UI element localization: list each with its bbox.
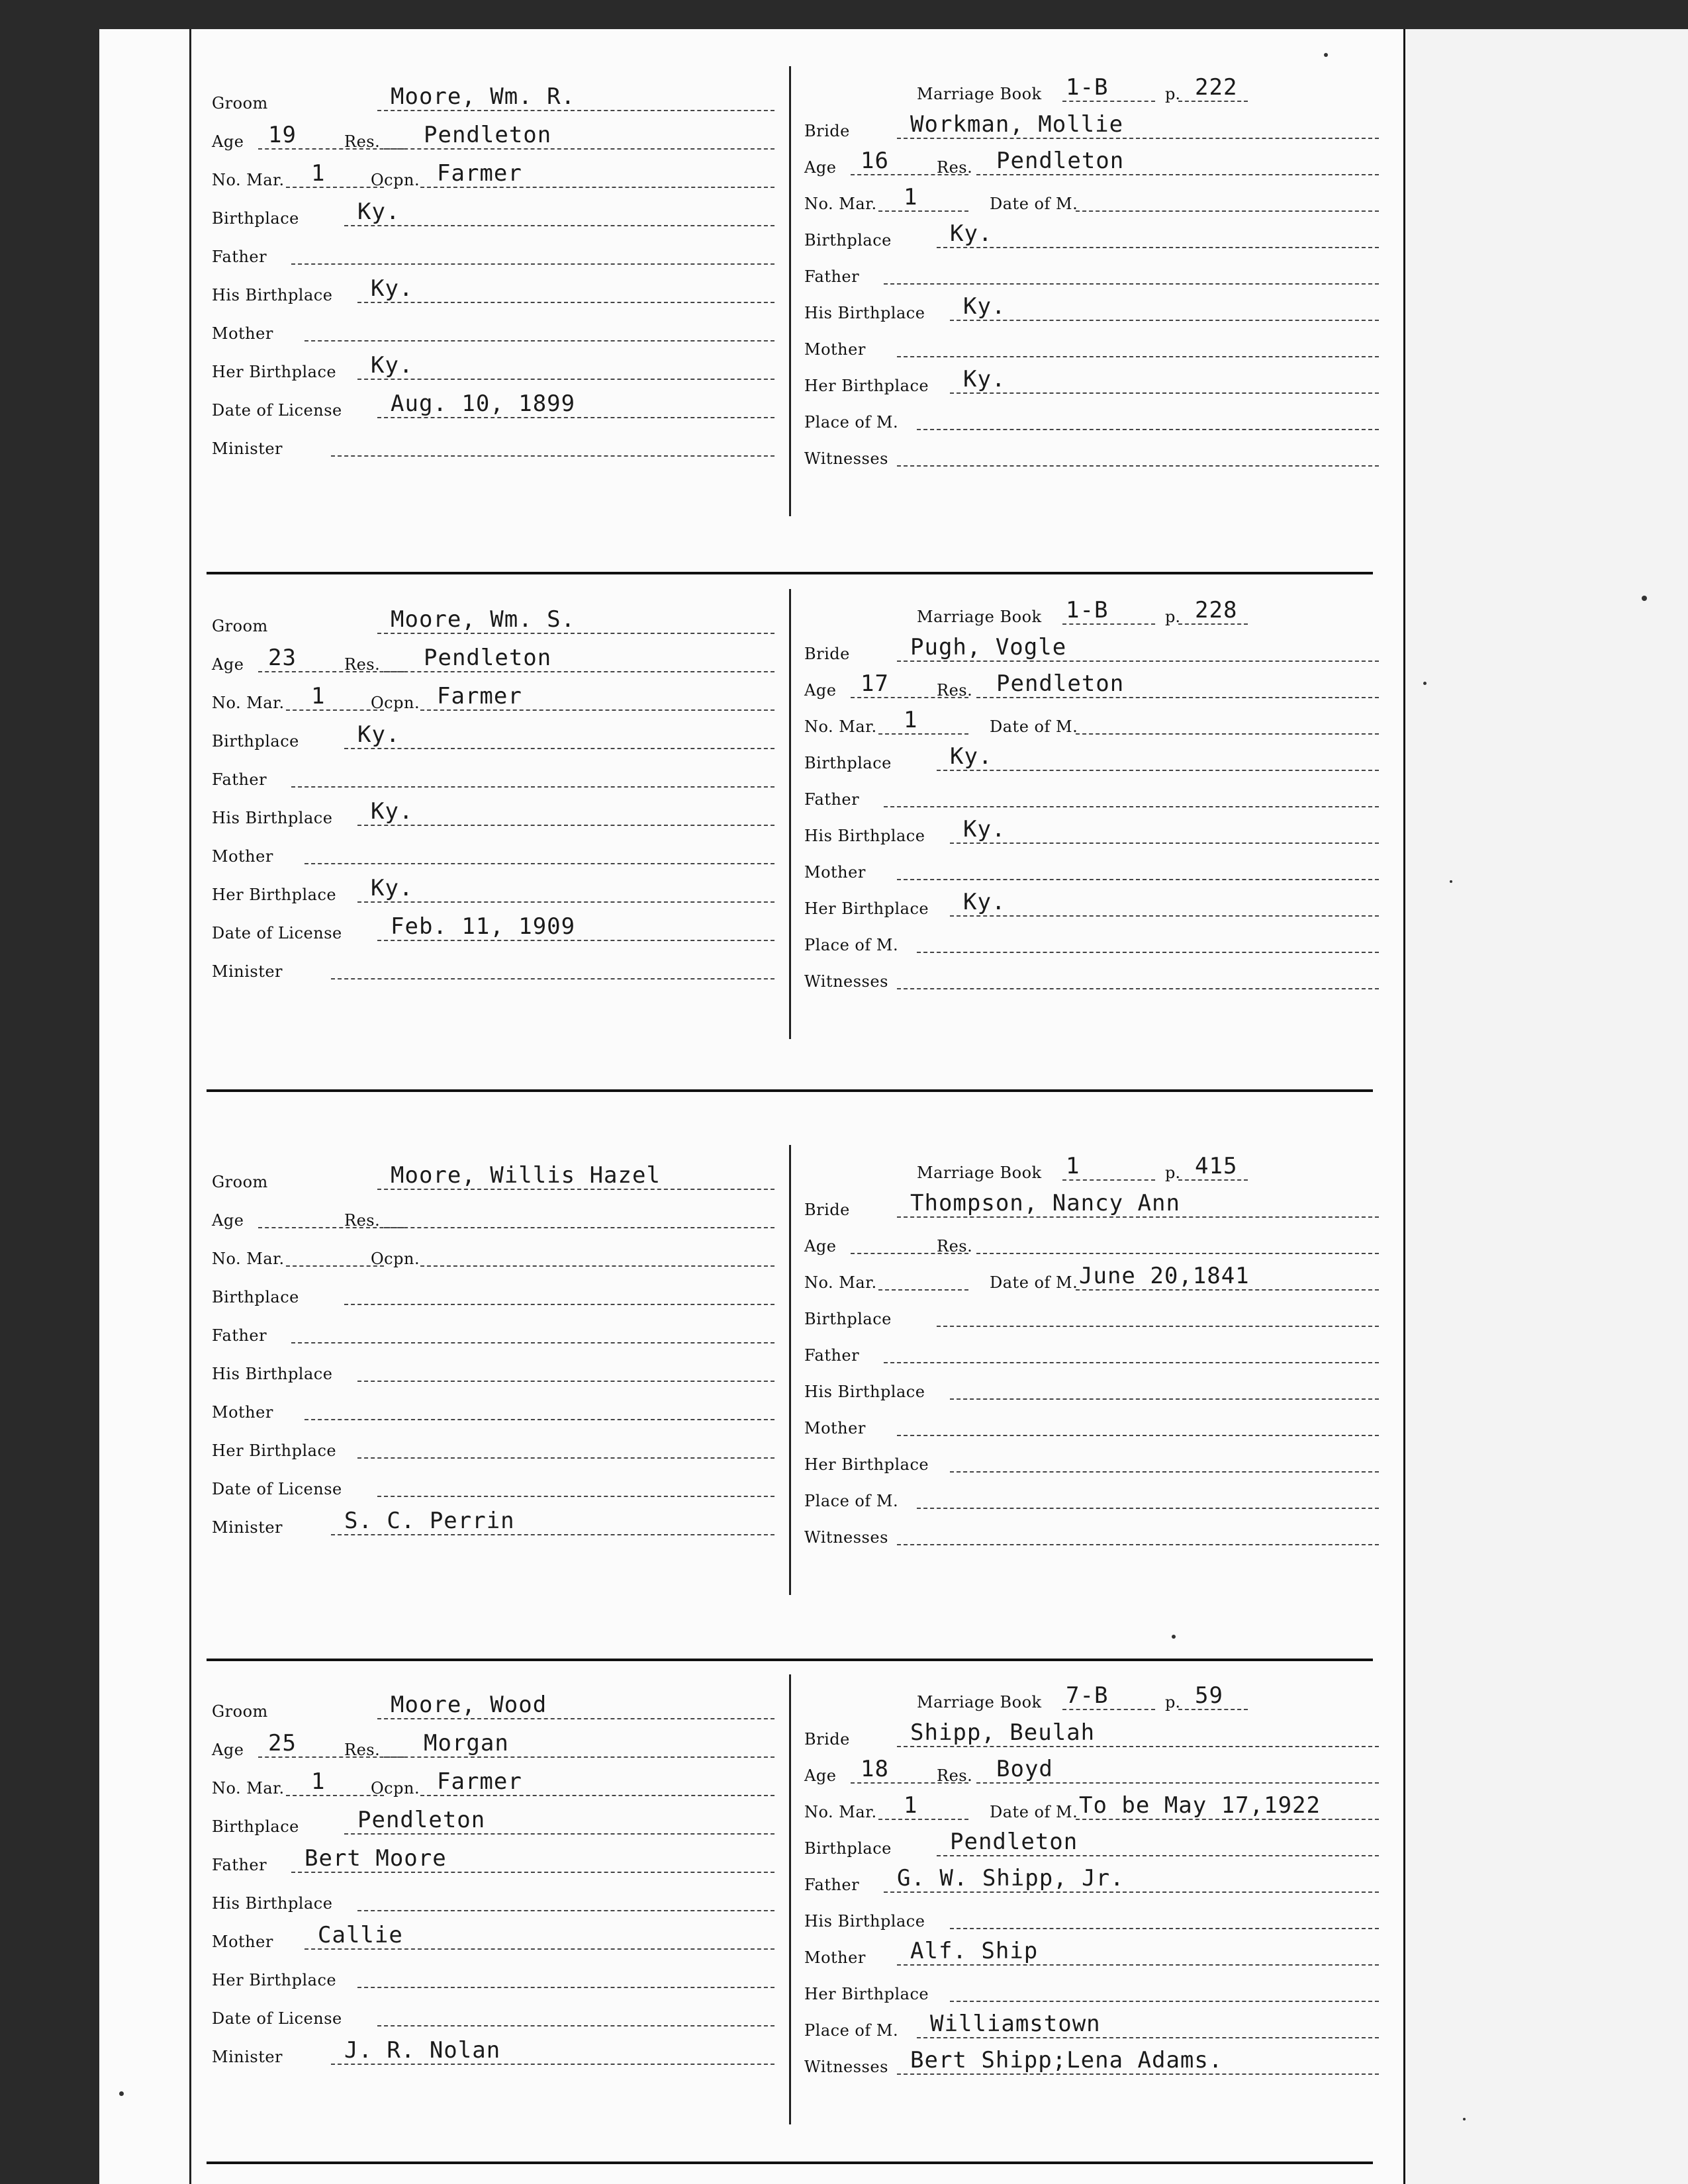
groom-minister-row — [212, 2037, 774, 2068]
bride-no-mar-value: 1 — [904, 1792, 918, 1819]
age-label: Age — [804, 158, 837, 177]
groom-minister-row — [212, 956, 774, 982]
minister-label: Minister — [212, 962, 283, 981]
bride-column — [789, 1145, 1385, 1595]
bride-place-of-m-row — [804, 2011, 1379, 2041]
bride-place-of-m-value: Williamstown — [930, 2011, 1101, 2037]
bride-age-row — [804, 148, 1379, 178]
marriage-book-value: 1 — [1066, 1153, 1080, 1179]
birthplace-label: Birthplace — [804, 1839, 892, 1858]
groom-ocpn-value: Farmer — [437, 683, 522, 709]
bride-place-of-m-row — [804, 406, 1379, 433]
marriage-book-page-value: 59 — [1195, 1682, 1223, 1709]
groom-age-value: 23 — [268, 645, 297, 671]
mother-label: Mother — [804, 1419, 866, 1437]
groom-father-row — [212, 1845, 774, 1876]
father-label: Father — [804, 1346, 860, 1365]
bride-witnesses-value: Bert Shipp;Lena Adams. — [910, 2047, 1223, 2073]
bride-her-birthplace-value: Ky. — [963, 366, 1006, 392]
minister-label: Minister — [212, 439, 283, 458]
groom-no-mar-row — [212, 683, 774, 713]
groom-father-row — [212, 241, 774, 267]
groom-name-row — [212, 1162, 774, 1193]
groom-column — [199, 589, 781, 1039]
groom-name-value: Moore, Willis Hazel — [391, 1162, 661, 1189]
marriage-book-label: Marriage Book — [917, 85, 1042, 103]
no-mar-label: No. Mar. — [212, 694, 285, 712]
mother-label: Mother — [804, 340, 866, 359]
bride-name-row — [804, 111, 1379, 142]
bride-birthplace-row — [804, 220, 1379, 251]
age-label: Age — [212, 655, 244, 674]
groom-age-row — [212, 645, 774, 675]
groom-her-birthplace-row — [212, 1435, 774, 1461]
groom-birthplace-row — [212, 721, 774, 752]
bride-age-value: 17 — [861, 670, 889, 697]
bride-no-mar-row — [804, 707, 1379, 737]
ocpn-label: Ocpn. — [371, 1779, 420, 1797]
page-label: p. — [1165, 608, 1180, 626]
res-label: Res. — [344, 655, 381, 674]
marriage-book-page-value: 228 — [1195, 597, 1238, 623]
bride-birthplace-value: Ky. — [950, 743, 993, 770]
scan-speck — [1450, 880, 1452, 883]
res-label: Res. — [937, 158, 973, 177]
bride-father-row — [804, 784, 1379, 810]
father-label: Father — [804, 1876, 860, 1894]
minister-label: Minister — [212, 1518, 283, 1537]
groom-no-mar-value: 1 — [311, 1768, 326, 1795]
her-birthplace-label: Her Birthplace — [804, 1455, 929, 1474]
bride-mother-row — [804, 856, 1379, 883]
groom-column — [199, 1145, 781, 1595]
groom-no-mar-value: 1 — [311, 683, 326, 709]
mother-label: Mother — [212, 324, 273, 343]
her-birthplace-label: Her Birthplace — [212, 1441, 337, 1460]
marriage-book-header — [917, 597, 1354, 627]
groom-age-value: 25 — [268, 1730, 297, 1756]
her-birthplace-label: Her Birthplace — [804, 377, 929, 395]
age-label: Age — [804, 681, 837, 700]
marriage-record-card — [199, 66, 1383, 543]
page-label: p. — [1165, 1693, 1180, 1711]
groom-mother-row — [212, 318, 774, 344]
groom-birthplace-row — [212, 199, 774, 229]
bride-his-birthplace-value: Ky. — [963, 816, 1006, 842]
bride-birthplace-value: Ky. — [950, 220, 993, 247]
bride-witnesses-row — [804, 1522, 1379, 1548]
bride-her-birthplace-row — [804, 366, 1379, 396]
bride-res-value: Boyd — [996, 1756, 1053, 1782]
bride-column — [789, 589, 1385, 1039]
his-birthplace-label: His Birthplace — [212, 1365, 333, 1383]
no-mar-label: No. Mar. — [212, 171, 285, 189]
her-birthplace-label: Her Birthplace — [804, 899, 929, 918]
groom-name-row — [212, 606, 774, 637]
bride-name-value: Shipp, Beulah — [910, 1719, 1096, 1746]
groom-his-birthplace-value: Ky. — [371, 798, 414, 825]
birthplace-label: Birthplace — [212, 1288, 299, 1306]
ocpn-label: Ocpn. — [371, 694, 420, 712]
bride-witnesses-row — [804, 2047, 1379, 2077]
scan-speck — [1172, 1635, 1176, 1639]
groom-res-value: Pendleton — [424, 645, 552, 671]
groom-ocpn-value: Farmer — [437, 1768, 522, 1795]
bride-res-value: Pendleton — [996, 670, 1125, 697]
groom-column — [199, 66, 781, 516]
bride-birthplace-row — [804, 1829, 1379, 1859]
mother-label: Mother — [212, 1933, 273, 1951]
marriage-record-card — [199, 1674, 1383, 2151]
bride-her-birthplace-row — [804, 1449, 1379, 1475]
bride-name-row — [804, 1190, 1379, 1220]
place-of-m-label: Place of M. — [804, 413, 899, 432]
page-label: p. — [1165, 85, 1180, 103]
scan-speck — [1324, 53, 1328, 57]
father-label: Father — [804, 790, 860, 809]
groom-minister-value: S. C. Perrin — [344, 1508, 515, 1534]
no-mar-label: No. Mar. — [804, 195, 877, 213]
his-birthplace-label: His Birthplace — [804, 1912, 925, 1931]
age-label: Age — [212, 1741, 244, 1759]
bride-mother-row — [804, 1938, 1379, 1968]
mother-label: Mother — [804, 863, 866, 882]
groom-date-of-license-row — [212, 1473, 774, 1500]
bride-name-row — [804, 634, 1379, 664]
bride-age-value: 16 — [861, 148, 889, 174]
divider-rule — [207, 1089, 1373, 1092]
bride-birthplace-value: Pendleton — [950, 1829, 1078, 1855]
marriage-record-card — [199, 1145, 1383, 1621]
bride-name-row — [804, 1719, 1379, 1750]
bride-her-birthplace-value: Ky. — [963, 889, 1006, 915]
bride-res-value: Pendleton — [996, 148, 1125, 174]
his-birthplace-label: His Birthplace — [212, 809, 333, 827]
groom-label: Groom — [212, 1173, 268, 1191]
her-birthplace-label: Her Birthplace — [212, 1971, 337, 1989]
groom-name-row — [212, 83, 774, 114]
bride-no-mar-value: 1 — [904, 707, 918, 733]
groom-mother-row — [212, 1922, 774, 1952]
bride-no-mar-value: 1 — [904, 184, 918, 210]
minister-label: Minister — [212, 2048, 283, 2066]
date-of-m-label: Date of M. — [990, 717, 1078, 736]
bride-his-birthplace-row — [804, 293, 1379, 324]
res-label: Res. — [344, 1211, 381, 1230]
place-of-m-label: Place of M. — [804, 1492, 899, 1510]
his-birthplace-label: His Birthplace — [212, 286, 333, 304]
bride-his-birthplace-row — [804, 1376, 1379, 1402]
groom-age-row — [212, 122, 774, 152]
bride-label: Bride — [804, 122, 850, 140]
witnesses-label: Witnesses — [804, 449, 888, 468]
ocpn-label: Ocpn. — [371, 171, 420, 189]
groom-label: Groom — [212, 94, 268, 113]
groom-age-row — [212, 1205, 774, 1231]
marriage-book-value: 7-B — [1066, 1682, 1109, 1709]
res-label: Res. — [937, 1766, 973, 1785]
her-birthplace-label: Her Birthplace — [804, 1985, 929, 2003]
groom-date-of-license-value: Feb. 11, 1909 — [391, 913, 576, 940]
bride-witnesses-row — [804, 443, 1379, 469]
father-label: Father — [212, 1326, 267, 1345]
marriage-record-card — [199, 589, 1383, 1066]
no-mar-label: No. Mar. — [804, 1803, 877, 1821]
res-label: Res. — [937, 681, 973, 700]
age-label: Age — [804, 1766, 837, 1785]
groom-res-value: Pendleton — [424, 122, 552, 148]
bride-birthplace-row — [804, 743, 1379, 774]
groom-name-row — [212, 1692, 774, 1722]
marriage-book-header — [917, 1682, 1354, 1713]
groom-mother-value: Callie — [318, 1922, 403, 1948]
bride-label: Bride — [804, 1730, 850, 1749]
no-mar-label: No. Mar. — [804, 717, 877, 736]
witnesses-label: Witnesses — [804, 2058, 888, 2076]
father-label: Father — [212, 248, 267, 266]
marriage-book-label: Marriage Book — [917, 608, 1042, 626]
bride-mother-row — [804, 334, 1379, 360]
marriage-book-page-value: 415 — [1195, 1153, 1238, 1179]
groom-birthplace-value: Pendleton — [357, 1807, 486, 1833]
bride-place-of-m-row — [804, 1485, 1379, 1512]
divider-rule — [207, 1659, 1373, 1661]
bride-her-birthplace-row — [804, 889, 1379, 919]
bride-column — [789, 1674, 1385, 2124]
scan-speck — [1642, 596, 1647, 601]
bride-father-row — [804, 261, 1379, 287]
groom-birthplace-row — [212, 1281, 774, 1308]
age-label: Age — [212, 1211, 244, 1230]
groom-mother-row — [212, 1396, 774, 1423]
bride-witnesses-row — [804, 966, 1379, 992]
bride-name-value: Workman, Mollie — [910, 111, 1124, 138]
bride-date-of-m-value: June 20,1841 — [1079, 1263, 1250, 1289]
father-label: Father — [212, 1856, 267, 1874]
groom-mother-row — [212, 841, 774, 867]
date-of-license-label: Date of License — [212, 1480, 342, 1498]
bride-age-row — [804, 670, 1379, 701]
marriage-book-label: Marriage Book — [917, 1693, 1042, 1711]
res-label: Res. — [344, 132, 381, 151]
groom-age-row — [212, 1730, 774, 1760]
father-label: Father — [804, 267, 860, 286]
date-of-m-label: Date of M. — [990, 195, 1078, 213]
groom-her-birthplace-row — [212, 875, 774, 905]
groom-date-of-license-value: Aug. 10, 1899 — [391, 390, 576, 417]
mother-label: Mother — [212, 847, 273, 866]
no-mar-label: No. Mar. — [804, 1273, 877, 1292]
marriage-book-header — [917, 1153, 1354, 1183]
groom-name-value: Moore, Wm. R. — [391, 83, 576, 110]
birthplace-label: Birthplace — [212, 1817, 299, 1836]
bride-column — [789, 66, 1385, 516]
divider-rule — [207, 2161, 1373, 2164]
bride-age-row — [804, 1756, 1379, 1786]
groom-his-birthplace-row — [212, 1888, 774, 1914]
groom-no-mar-row — [212, 1768, 774, 1799]
groom-her-birthplace-value: Ky. — [371, 875, 414, 901]
groom-date-of-license-row — [212, 390, 774, 421]
age-label: Age — [804, 1237, 837, 1255]
his-birthplace-label: His Birthplace — [804, 827, 925, 845]
groom-date-of-license-row — [212, 913, 774, 944]
groom-his-birthplace-value: Ky. — [371, 275, 414, 302]
bride-age-value: 18 — [861, 1756, 889, 1782]
bride-name-value: Thompson, Nancy Ann — [910, 1190, 1180, 1216]
groom-minister-value: J. R. Nolan — [344, 2037, 501, 2064]
mother-label: Mother — [212, 1403, 273, 1422]
birthplace-label: Birthplace — [804, 754, 892, 772]
witnesses-label: Witnesses — [804, 1528, 888, 1547]
bride-his-birthplace-value: Ky. — [963, 293, 1006, 320]
marriage-book-value: 1-B — [1066, 597, 1109, 623]
bride-date-of-m-value: To be May 17,1922 — [1079, 1792, 1321, 1819]
groom-his-birthplace-row — [212, 275, 774, 306]
groom-father-row — [212, 764, 774, 790]
groom-no-mar-row — [212, 160, 774, 191]
bride-label: Bride — [804, 645, 850, 663]
groom-birthplace-value: Ky. — [357, 199, 400, 225]
bride-no-mar-row — [804, 1792, 1379, 1823]
bride-age-row — [804, 1230, 1379, 1257]
groom-no-mar-row — [212, 1243, 774, 1269]
his-birthplace-label: His Birthplace — [212, 1894, 333, 1913]
his-birthplace-label: His Birthplace — [804, 1383, 925, 1401]
father-label: Father — [212, 770, 267, 789]
groom-ocpn-value: Farmer — [437, 160, 522, 187]
bride-birthplace-row — [804, 1303, 1379, 1330]
bride-place-of-m-row — [804, 929, 1379, 956]
groom-her-birthplace-row — [212, 1964, 774, 1991]
place-of-m-label: Place of M. — [804, 2021, 899, 2040]
no-mar-label: No. Mar. — [212, 1250, 285, 1268]
groom-his-birthplace-row — [212, 798, 774, 829]
bride-his-birthplace-row — [804, 816, 1379, 846]
groom-name-value: Moore, Wood — [391, 1692, 547, 1718]
groom-date-of-license-row — [212, 2003, 774, 2029]
bride-mother-value: Alf. Ship — [910, 1938, 1039, 1964]
bride-name-value: Pugh, Vogle — [910, 634, 1067, 660]
groom-father-row — [212, 1320, 774, 1346]
groom-label: Groom — [212, 1702, 268, 1721]
his-birthplace-label: His Birthplace — [804, 304, 925, 322]
date-of-m-label: Date of M. — [990, 1803, 1078, 1821]
groom-birthplace-value: Ky. — [357, 721, 400, 748]
bride-father-row — [804, 1865, 1379, 1895]
groom-age-value: 19 — [268, 122, 297, 148]
groom-res-value: Morgan — [424, 1730, 509, 1756]
scan-speck — [1423, 682, 1427, 685]
marriage-book-header — [917, 74, 1354, 105]
groom-column — [199, 1674, 781, 2124]
bride-mother-row — [804, 1412, 1379, 1439]
res-label: Res. — [344, 1741, 381, 1759]
page-label: p. — [1165, 1163, 1180, 1182]
binding-rule — [189, 29, 191, 2184]
groom-no-mar-value: 1 — [311, 160, 326, 187]
groom-label: Groom — [212, 617, 268, 635]
bride-father-value: G. W. Shipp, Jr. — [897, 1865, 1125, 1891]
scan-speck — [119, 2091, 124, 2096]
marriage-book-page-value: 222 — [1195, 74, 1238, 101]
marriage-book-label: Marriage Book — [917, 1163, 1042, 1182]
birthplace-label: Birthplace — [212, 732, 299, 751]
ocpn-label: Ocpn. — [371, 1250, 420, 1268]
groom-his-birthplace-row — [212, 1358, 774, 1385]
groom-minister-row — [212, 1508, 774, 1538]
birthplace-label: Birthplace — [804, 1310, 892, 1328]
bride-no-mar-row — [804, 1263, 1379, 1293]
no-mar-label: No. Mar. — [212, 1779, 285, 1797]
scan-speck — [1463, 2118, 1466, 2120]
date-of-license-label: Date of License — [212, 401, 342, 420]
bride-father-row — [804, 1340, 1379, 1366]
birthplace-label: Birthplace — [804, 231, 892, 250]
bride-her-birthplace-row — [804, 1978, 1379, 2005]
bride-label: Bride — [804, 1201, 850, 1219]
her-birthplace-label: Her Birthplace — [212, 886, 337, 904]
groom-minister-row — [212, 433, 774, 459]
res-label: Res. — [937, 1237, 973, 1255]
groom-father-value: Bert Moore — [305, 1845, 447, 1872]
her-birthplace-label: Her Birthplace — [212, 363, 337, 381]
divider-rule — [207, 572, 1373, 574]
date-of-m-label: Date of M. — [990, 1273, 1078, 1292]
witnesses-label: Witnesses — [804, 972, 888, 991]
date-of-license-label: Date of License — [212, 2009, 342, 2028]
date-of-license-label: Date of License — [212, 924, 342, 942]
mother-label: Mother — [804, 1948, 866, 1967]
birthplace-label: Birthplace — [212, 209, 299, 228]
groom-birthplace-row — [212, 1807, 774, 1837]
groom-her-birthplace-row — [212, 352, 774, 383]
bride-no-mar-row — [804, 184, 1379, 214]
age-label: Age — [212, 132, 244, 151]
place-of-m-label: Place of M. — [804, 936, 899, 954]
scan-margin-strip — [1403, 29, 1688, 2184]
groom-name-value: Moore, Wm. S. — [391, 606, 576, 633]
bride-his-birthplace-row — [804, 1905, 1379, 1932]
groom-her-birthplace-value: Ky. — [371, 352, 414, 379]
marriage-book-value: 1-B — [1066, 74, 1109, 101]
